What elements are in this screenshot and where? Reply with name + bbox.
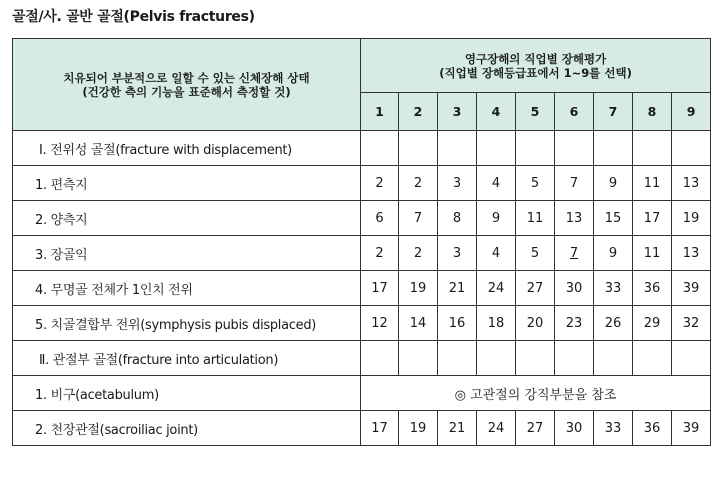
table-cell (438, 341, 477, 376)
table-cell: 3 (438, 236, 477, 271)
table-cell: 2 (399, 236, 438, 271)
table-cell: 13 (555, 201, 594, 236)
condition-header (13, 39, 361, 131)
table-cell: 5 (516, 236, 555, 271)
rating-header-line1: 영구장해의 직업별 장해평가 (464, 51, 607, 66)
table-cell: 32 (672, 306, 711, 341)
table-row (13, 376, 711, 411)
table-cell: 29 (633, 306, 672, 341)
table-cell: 11 (633, 236, 672, 271)
table-row (13, 271, 711, 306)
table-cell: 24 (477, 271, 516, 306)
row-label: 2. 천장관절(sacroiliac joint) (13, 411, 361, 446)
table-cell: 13 (672, 236, 711, 271)
row-label: 4. 무명골 전체가 1인치 전위 (13, 271, 361, 306)
table-cell: 9 (477, 201, 516, 236)
table-cell: 9 (594, 166, 633, 201)
table-cell: 30 (555, 271, 594, 306)
grade-header: 9 (672, 93, 711, 131)
table-cell: 14 (399, 306, 438, 341)
table-cell: 26 (594, 306, 633, 341)
table-row (13, 306, 711, 341)
table-cell: 2 (361, 166, 399, 201)
grade-header: 3 (438, 93, 477, 131)
table-cell (555, 131, 594, 166)
table-cell: 3 (438, 166, 477, 201)
reference-note: ◎ 고관절의 강직부분을 참조 (361, 376, 711, 411)
table-cell: 5 (516, 166, 555, 201)
table-cell: 21 (438, 411, 477, 446)
row-label: Ⅱ. 관절부 골절(fracture into articulation) (13, 341, 361, 376)
table-cell: 17 (633, 201, 672, 236)
table-cell: 15 (594, 201, 633, 236)
condition-header-line1: 치유되어 부분적으로 일할 수 있는 신체장해 상태 (63, 70, 310, 85)
table-cell (672, 341, 711, 376)
row-label: 2. 양측지 (13, 201, 361, 236)
table-cell (477, 131, 516, 166)
table-cell (361, 131, 399, 166)
table-cell: 36 (633, 411, 672, 446)
table-cell: 36 (633, 271, 672, 306)
table-cell (361, 341, 399, 376)
table-cell: 11 (633, 166, 672, 201)
underlined-value: 7 (569, 245, 579, 261)
table-row (13, 201, 711, 236)
table-cell: 17 (361, 271, 399, 306)
table-cell: 7 (555, 166, 594, 201)
pelvis-fracture-table (12, 38, 711, 446)
row-label: Ⅰ. 전위성 골절(fracture with displacement) (13, 131, 361, 166)
row-label: 5. 치골결합부 전위(symphysis pubis displaced) (13, 306, 361, 341)
grade-header: 1 (361, 93, 399, 131)
table-cell: 2 (361, 236, 399, 271)
table-row (13, 411, 711, 446)
row-label: 1. 비구(acetabulum) (13, 376, 361, 411)
table-cell: 20 (516, 306, 555, 341)
rating-header-line2: (직업별 장해등급표에서 1~9를 선택) (439, 65, 632, 80)
table-cell (399, 341, 438, 376)
row-label: 3. 장골익 (13, 236, 361, 271)
table-cell: 33 (594, 271, 633, 306)
table-cell (399, 131, 438, 166)
table-cell (516, 131, 555, 166)
table-cell: 7 (399, 201, 438, 236)
table-cell (438, 131, 477, 166)
table-cell: 9 (594, 236, 633, 271)
table-cell: 33 (594, 411, 633, 446)
table-cell: 24 (477, 411, 516, 446)
table-row-section-2 (13, 341, 711, 376)
grade-header: 4 (477, 93, 516, 131)
table-cell: 2 (399, 166, 438, 201)
table-cell (594, 131, 633, 166)
table-cell (555, 236, 594, 271)
table-cell: 11 (516, 201, 555, 236)
table-cell: 39 (672, 271, 711, 306)
table-cell: 27 (516, 411, 555, 446)
table-cell: 16 (438, 306, 477, 341)
table-cell: 30 (555, 411, 594, 446)
table-cell: 4 (477, 236, 516, 271)
table-cell (555, 341, 594, 376)
rating-header (361, 39, 711, 93)
table-cell (633, 131, 672, 166)
table-cell: 12 (361, 306, 399, 341)
condition-header-line2: (건강한 측의 기능을 표준해서 측정할 것) (82, 84, 291, 99)
table-cell: 19 (672, 201, 711, 236)
grade-header: 2 (399, 93, 438, 131)
grade-header: 7 (594, 93, 633, 131)
table-cell (633, 341, 672, 376)
table-row (13, 236, 711, 271)
table-cell: 21 (438, 271, 477, 306)
table-cell: 19 (399, 411, 438, 446)
row-label: 1. 편측지 (13, 166, 361, 201)
table-cell (594, 341, 633, 376)
table-cell: 8 (438, 201, 477, 236)
table-cell: 13 (672, 166, 711, 201)
table-cell: 17 (361, 411, 399, 446)
table-cell (477, 341, 516, 376)
table-cell: 23 (555, 306, 594, 341)
table-row-section-1 (13, 131, 711, 166)
table-cell: 39 (672, 411, 711, 446)
table-cell: 19 (399, 271, 438, 306)
grade-header: 5 (516, 93, 555, 131)
grade-header: 8 (633, 93, 672, 131)
table-cell (516, 341, 555, 376)
page-title: 골절/사. 골반 골절(Pelvis fractures) (12, 9, 255, 25)
grade-header: 6 (555, 93, 594, 131)
table-cell (672, 131, 711, 166)
table-row (13, 166, 711, 201)
table-cell: 4 (477, 166, 516, 201)
table-cell: 18 (477, 306, 516, 341)
table-cell: 27 (516, 271, 555, 306)
table-cell: 6 (361, 201, 399, 236)
